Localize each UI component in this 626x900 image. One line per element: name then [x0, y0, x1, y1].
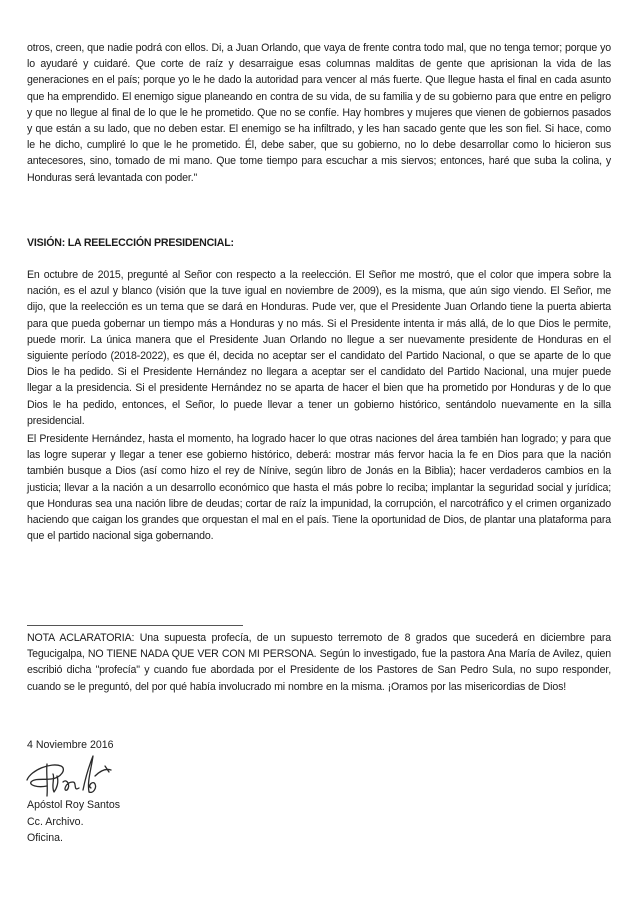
section-heading: VISIÓN: LA REELECCIÓN PRESIDENCIAL:: [27, 237, 234, 249]
cc-archive: Cc. Archivo.: [27, 816, 84, 828]
paragraph-prophecy-continuation: otros, creen, que nadie podrá con ellos. Di, a Juan Orlando, que vaya de frente contra todo mal, que no tenga temor; porque yo lo ayudaré y cuidaré. Que corte de raíz y desarraigue esas columnas malditas de gente que aprisionan la vida de las generaciones en el país; porque yo le he dado la autoridad para vencer al más fuerte. Que llegue hasta el final en cada asunto que ha emprendido. El enemigo sigue planeando en contra de su vida, de su familia y de su gobierno para que entre en peligro y que no llegue al final de lo que le he prometido. Que no se confíe. Hay hombres y mujeres que vienen de gobiernos pasados y que están a su lado, que no deben estar. El enemigo se ha infiltrado, y les han sacado gente que les son fiel. Si hace, como le he dicho, cumpliré lo que le he prometido. Él, debe saber, que su gobierno, no lo debe desarrollar como lo hicieron sus antecesores, sino, tomado de mi mano. Que tome tiempo para escuchar a mis siervos; entonces, haré que suba la colina, y Honduras será levantada con poder.": [27, 42, 611, 184]
document-date: 4 Noviembre 2016: [27, 739, 114, 751]
paragraph-president-hernandez: El Presidente Hernández, hasta el momento, ha logrado hacer lo que otras naciones del área también han logrado; y para que las logre superar y llegar a tener ese gobierno histórico, deberá: mostrar más fervor hacia la fe en Dios para que la nación también busque a Dios (así como hizo el rey de Nínive, según libro de Jonás en la Biblia); hacer verdaderos cambios en la justicia; llevar a la nación a un desarrollo económico que hasta el más pobre lo reciba; implantar la seguridad social y jurídica; que Honduras sea una nación libre de deudas; cortar de raíz la impunidad, la corrupción, el narcotráfico y el crimen organizado haciendo que caigan los grandes que orquestan el mal en el país. Tiene la oportunidad de Dios, de plantar una plataforma para que el partido nacional siga gobernando.: [27, 433, 611, 543]
cc-office: Oficina.: [27, 832, 63, 844]
clarifying-note: NOTA ACLARATORIA: Una supuesta profecía, de un supuesto terremoto de 8 grados que sucederá en diciembre para Tegucigalpa, NO TIENE NADA QUE VER CON MI PERSONA. Según lo investigado, fue la pastora Ana María de Avilez, quien escribió dicha "profecía" y cuando fue abordada por el Presidente de los Pastores de San Pedro Sula, no supo responder, cuando se le preguntó, del por qué había involucrado mi nombre en la misma. ¡Oramos por las misericordias de Dios!: [27, 632, 611, 693]
signer-name: Apóstol Roy Santos: [27, 799, 121, 811]
separator-line: [27, 625, 243, 626]
paragraph-reelection-vision: En octubre de 2015, pregunté al Señor con respecto a la reelección. El Señor me mostró, que el color que impera sobre la nación, es el azul y blanco (visión que la tuve igual en noviembre de 2009), es la misma, que aún sigo viendo. El Señor, me dijo, que la reelección es un tema que se dará en Honduras. Pude ver, que el Presidente Juan Orlando tiene la puerta abierta para que pueda gobernar un tiempo más a Honduras y no más. Si el Presidente intenta ir más allá, de lo que Dios le permite, puede morir. La única manera que el Presidente Juan Orlando no llegue a ser nuevamente presidente de Honduras en el siguiente período (2018-2022), es que él, decida no aceptar ser el candidato del Partido Nacional, o que se aparte de lo que Dios le ha pedido. Si el Presidente Hernández no llegara a aceptar ser el candidato del Partido Nacional, una mujer puede llegar a la presidencia. Si el presidente Hernández no se aparta de hacer el bien que ha prometido por Honduras y de lo que Dios le ha pedido, entonces, el Señor, lo puede llevar a tener un gobierno histórico, sentándolo nuevamente en la silla presidencial.: [27, 269, 611, 427]
